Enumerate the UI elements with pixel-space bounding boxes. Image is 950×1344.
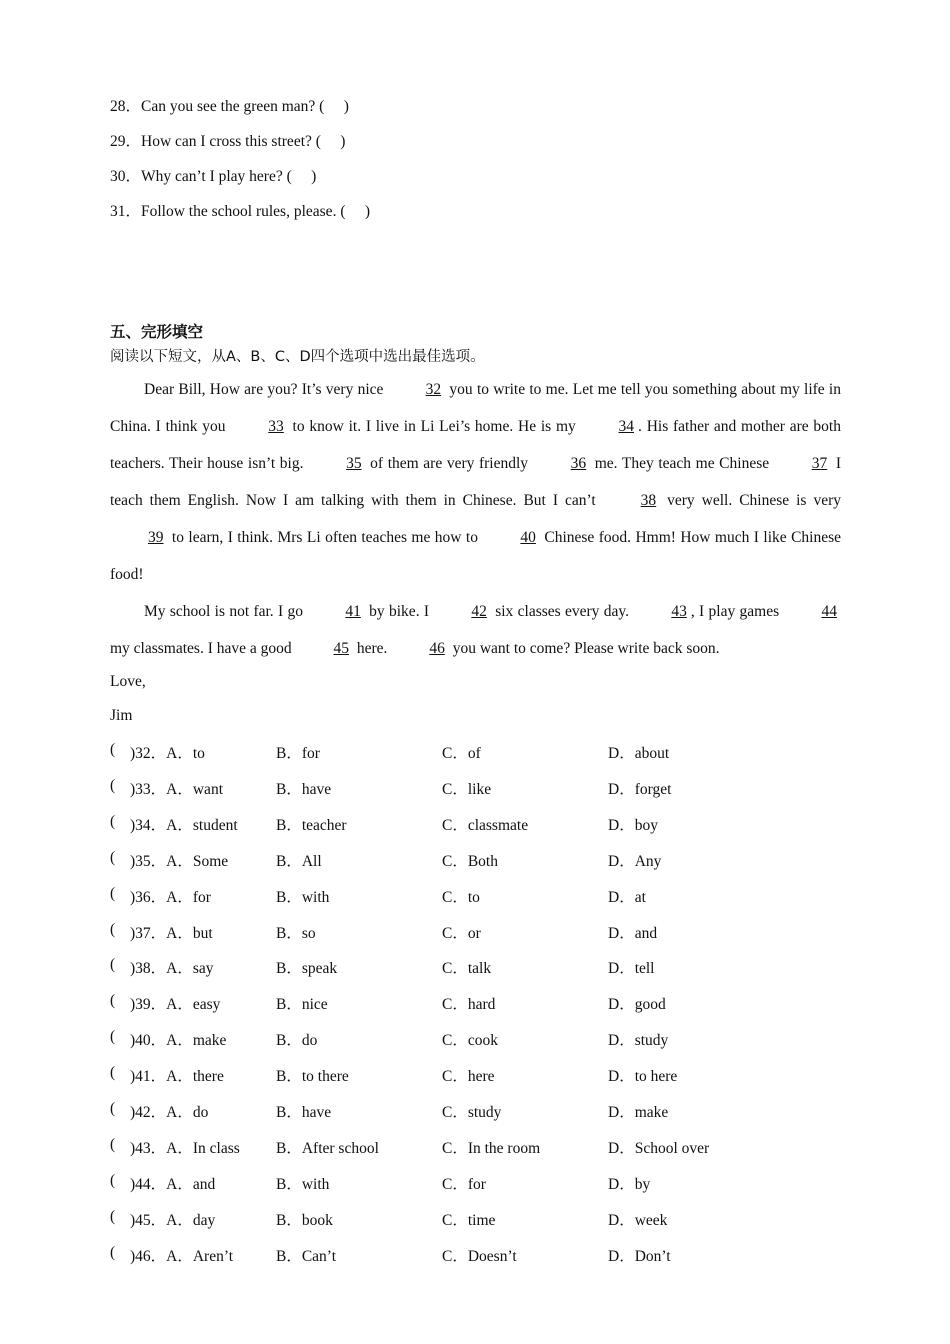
- blank-37: 37: [811, 455, 828, 472]
- option-row: [110, 1064, 850, 1086]
- passage-text: Chinese food. Hmm! How much I like Chinese food!: [110, 529, 842, 583]
- option-c: C．Doesn’t: [442, 1247, 517, 1265]
- answer-paren: (: [110, 992, 116, 1010]
- cloze-passage: [110, 371, 841, 667]
- answer-paren: (: [110, 884, 116, 902]
- blank-36: 36: [570, 455, 587, 472]
- question-number: )44．A．and: [130, 1175, 216, 1193]
- option-row: [110, 849, 850, 871]
- question-number: )33．A．want: [130, 780, 223, 798]
- option-d: D．forget: [608, 780, 672, 798]
- option-c: C．of: [442, 745, 481, 762]
- option-row: [110, 885, 850, 907]
- option-c: C．cook: [442, 1032, 498, 1050]
- passage-text: by bike. I: [364, 603, 434, 620]
- answer-paren: (: [110, 1243, 116, 1261]
- option-d: D．School over: [608, 1139, 710, 1157]
- option-row: [110, 956, 850, 978]
- blank-40: 40: [520, 529, 536, 546]
- question-number: )45．A．day: [130, 1211, 216, 1229]
- question-31: 31．Follow the school rules, please. ( ): [110, 203, 371, 220]
- option-c: C．to: [442, 888, 480, 906]
- option-a: A．but: [166, 924, 213, 942]
- option-a: A．easy: [166, 996, 221, 1014]
- blank-32: 32: [425, 381, 442, 398]
- option-row: [110, 992, 850, 1014]
- option-d: D．good: [608, 996, 666, 1014]
- option-d: D．and: [608, 924, 658, 942]
- option-b: B．for: [276, 745, 320, 762]
- option-b: B．with: [276, 888, 330, 906]
- option-b: B．speak: [276, 960, 338, 978]
- option-c: C．time: [442, 1211, 496, 1229]
- option-row: [110, 1028, 850, 1050]
- option-c: C．Both: [442, 852, 498, 870]
- option-a: A．Some: [166, 852, 229, 870]
- passage-text: me. They teach me Chinese: [590, 455, 774, 472]
- passage-text: my classmates. I have a good: [110, 640, 296, 657]
- question-30: 30．Why can’t I play here? ( ): [110, 168, 317, 185]
- option-d: D．tell: [608, 960, 655, 978]
- blank-35: 35: [346, 455, 362, 472]
- question-number: )35．A．Some: [130, 852, 229, 870]
- letter-signature: Jim: [110, 707, 133, 724]
- option-row: [110, 1208, 850, 1230]
- question-number: )36．A．for: [130, 888, 211, 906]
- question-28: 28．Can you see the green man? ( ): [110, 98, 349, 115]
- option-row: [110, 1172, 850, 1194]
- passage-paragraph-2: [110, 593, 841, 667]
- passage-text: Dear Bill, How are you? It’s very nice: [144, 381, 388, 398]
- option-b: B．nice: [276, 996, 328, 1014]
- blank-38: 38: [640, 492, 657, 509]
- passage-text: six classes every day.: [490, 603, 634, 620]
- question-number: )39．A．easy: [130, 996, 221, 1014]
- option-b: B．All: [276, 852, 322, 870]
- question-number: )43．A．In class: [130, 1139, 240, 1157]
- question-number: )41．A．there: [130, 1068, 224, 1086]
- option-d: D．make: [608, 1104, 669, 1121]
- option-a: A．there: [166, 1068, 224, 1086]
- passage-text: here.: [353, 640, 392, 657]
- option-c: C．like: [442, 780, 492, 798]
- passage-text: to know it. I live in Li Lei’s home. He is my: [287, 418, 581, 435]
- question-number: )38．A．say: [130, 960, 214, 978]
- option-row: [110, 1244, 850, 1266]
- question-number: )40．A．make: [130, 1032, 227, 1050]
- option-d: D．Don’t: [608, 1247, 671, 1265]
- option-a: A．student: [166, 816, 238, 834]
- passage-text: . His father and mother are both teachers. Their house isn’t big.: [110, 418, 841, 472]
- option-b: B．have: [276, 1104, 332, 1121]
- passage-text: I teach them English. Now I am talking with them in Chinese. But I can’t: [110, 455, 841, 509]
- option-c: C．hard: [442, 996, 496, 1014]
- passage-text: to learn, I think. Mrs Li often teaches me how to: [167, 529, 483, 546]
- question-number: )46．A．Aren’t: [130, 1247, 234, 1265]
- option-row: [110, 1100, 850, 1122]
- question-number: )37．A．but: [130, 924, 213, 942]
- option-d: D．Any: [608, 852, 662, 870]
- answer-paren: (: [110, 848, 116, 866]
- answer-paren: (: [110, 1028, 116, 1046]
- option-a: A．do: [166, 1104, 209, 1121]
- blank-34: 34: [618, 418, 635, 435]
- option-row: [110, 813, 850, 835]
- blank-41: 41: [345, 603, 361, 620]
- option-d: D．at: [608, 888, 646, 906]
- question-number: )32．A．to: [130, 745, 205, 762]
- answer-paren: (: [110, 920, 116, 938]
- option-a: A．want: [166, 780, 223, 798]
- blank-45: 45: [333, 640, 350, 657]
- option-c: C．In the room: [442, 1139, 541, 1157]
- option-b: B．do: [276, 1032, 318, 1050]
- option-row: [110, 1136, 850, 1158]
- question-number: )42．A．do: [130, 1104, 209, 1121]
- passage-text: My school is not far. I go: [144, 603, 308, 620]
- option-c: C．talk: [442, 960, 492, 978]
- option-a: A．In class: [166, 1139, 240, 1157]
- option-b: B．so: [276, 924, 316, 942]
- passage-paragraph-1: [110, 371, 841, 593]
- section-title: 五、完形填空: [110, 323, 204, 341]
- answer-paren: (: [110, 812, 116, 830]
- option-c: C．or: [442, 924, 481, 942]
- answer-paren: (: [110, 1135, 116, 1153]
- option-b: B．to there: [276, 1068, 349, 1086]
- option-a: A．say: [166, 960, 214, 978]
- option-c: C．classmate: [442, 816, 529, 834]
- option-a: A．make: [166, 1032, 227, 1050]
- option-row: [110, 921, 850, 943]
- option-c: C．for: [442, 1175, 486, 1193]
- answer-paren: (: [110, 1100, 116, 1117]
- option-d: D．week: [608, 1211, 668, 1229]
- option-a: A．day: [166, 1211, 216, 1229]
- section-instruction: 阅读以下短文，从A、B、C、D四个选项中选出最佳选项。: [110, 349, 485, 365]
- option-d: D．study: [608, 1032, 669, 1050]
- option-a: A．Aren’t: [166, 1247, 234, 1265]
- option-a: A．to: [166, 745, 205, 762]
- option-d: D．to here: [608, 1068, 678, 1086]
- answer-paren: (: [110, 956, 116, 974]
- option-a: A．for: [166, 888, 211, 906]
- option-b: B．with: [276, 1175, 330, 1193]
- blank-46: 46: [429, 640, 445, 657]
- blank-39: 39: [148, 529, 164, 546]
- option-b: B．Can’t: [276, 1247, 336, 1265]
- option-b: B．book: [276, 1211, 333, 1229]
- option-b: B．After school: [276, 1139, 379, 1157]
- option-c: C．here: [442, 1068, 495, 1086]
- option-b: B．teacher: [276, 816, 347, 834]
- passage-text: you want to come? Please write back soon.: [448, 640, 720, 657]
- blank-44: 44: [821, 603, 837, 620]
- answer-paren: (: [110, 1171, 116, 1189]
- question-number: )34．A．student: [130, 816, 238, 834]
- option-d: D．about: [608, 745, 670, 762]
- answer-paren: (: [110, 776, 116, 794]
- option-row: [110, 777, 850, 799]
- passage-text: of them are very friendly: [365, 455, 533, 472]
- option-a: A．and: [166, 1175, 216, 1193]
- option-d: D．boy: [608, 816, 658, 834]
- option-d: D．by: [608, 1175, 651, 1193]
- passage-text: , I play games: [690, 603, 784, 620]
- blank-42: 42: [471, 603, 487, 620]
- letter-closing: Love,: [110, 673, 146, 690]
- answer-paren: (: [110, 1207, 116, 1225]
- option-row: [110, 741, 850, 763]
- passage-text: very well. Chinese is very: [660, 492, 841, 509]
- blank-33: 33: [268, 418, 284, 435]
- option-c: C．study: [442, 1104, 502, 1121]
- answer-paren: (: [110, 1064, 116, 1082]
- question-29: 29．How can I cross this street? ( ): [110, 133, 346, 150]
- option-b: B．have: [276, 780, 332, 798]
- answer-paren: (: [110, 741, 116, 758]
- blank-43: 43: [671, 603, 687, 620]
- passage-text: you to write to me. Let me tell you something about my life in China. I think you: [110, 381, 841, 435]
